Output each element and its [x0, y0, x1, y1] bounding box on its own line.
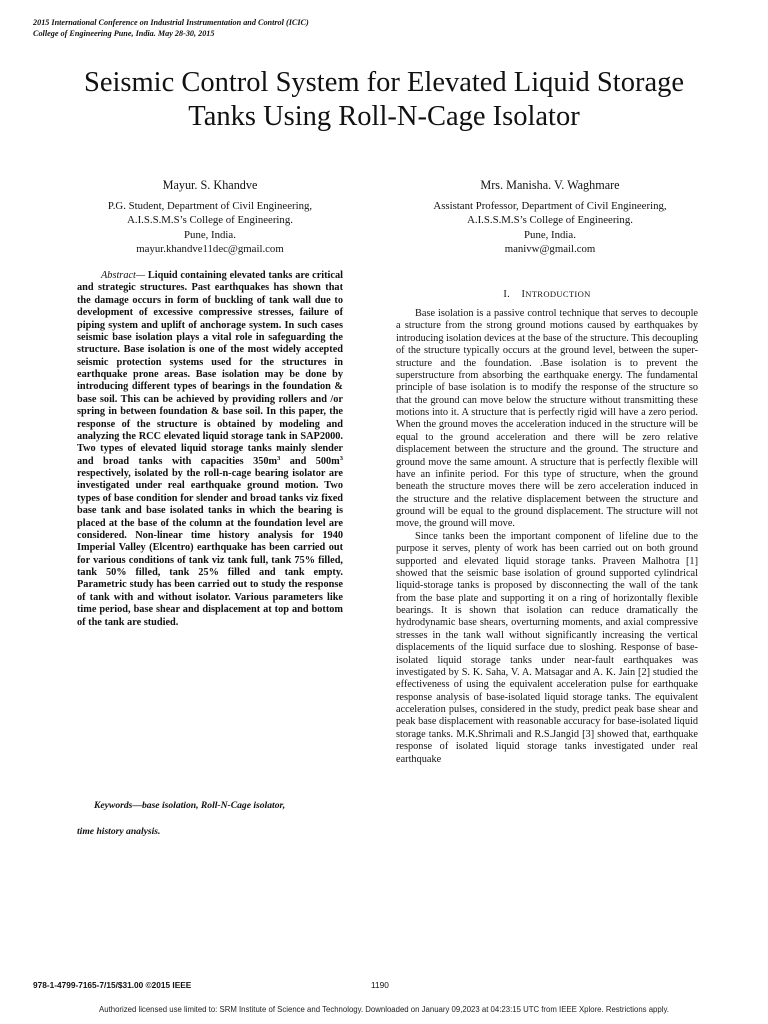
author-email: mayur.khandve11dec@gmail.com	[136, 243, 284, 255]
author-affiliation: A.I.S.S.M.S’s College of Engineering.	[127, 214, 293, 226]
author-name: Mayur. S. Khandve	[162, 178, 258, 192]
author-email: manivw@gmail.com	[504, 243, 596, 255]
authorization-notice: Authorized licensed use limited to: SRM Institute of Science and Technology. Downloaded on January 09,2023 at 04:23:15 UTC from IEEE Xplore. Restrictions apply.	[99, 1005, 669, 1014]
author-affiliation: A.I.S.S.M.S’s College of Engineering.	[467, 214, 633, 226]
superscript: 3	[339, 454, 343, 462]
keywords-line: time history analysis.	[77, 826, 161, 837]
author-location: Pune, India.	[184, 228, 236, 241]
page-number: 1190	[371, 980, 389, 990]
author-name: Mrs. Manisha. V. Waghmare	[480, 178, 620, 192]
conference-name: 2015 International Conference on Industrial Instrumentation and Control (ICIC)	[33, 18, 309, 27]
abstract-lead: Abstract—	[101, 270, 146, 281]
introduction-body	[396, 308, 698, 766]
intro-paragraph: Base isolation is a passive control technique that serves to decouple a structure from the strong ground motions caused by earthquakes by introducing isolation devices at the base of the structure. This decoupling of the structure typically occurs at the ground level, between the super-structure and the foundation. .Base isolation is to prevent the superstructure from absorbing the earthquake energy. The fundamental principle of base isolation is to modify the response of the structure so that the ground can move below the structure without transmitting these motions into it. A structure that is perfectly rigid will have a zero period. When the ground moves the acceleration induced in the structure will be equal to the ground acceleration and there will be zero relative displacement between the structure and the ground. The structure and ground move the same amount. A structure that is perfectly flexible will have an infinite period. For this type of structure, when the ground beneath the structure moves there will be zero acceleration induced in the structure and the relative displacement between the structure and ground will be equal to the ground displacement. The structure will not move, the ground will move.	[396, 308, 698, 530]
author-affiliation: P.G. Student, Department of Civil Engineering,	[107, 199, 313, 212]
footer-isbn: 978-1-4799-7165-7/15/$31.00 ©2015 IEEE	[33, 980, 192, 990]
abstract	[77, 270, 343, 629]
paper-title	[20, 66, 748, 134]
abstract-text: respectively, isolated by the roll-n-cage bearing isolator are investigated under real earthquake ground motion. Two types of base condition for slender and broad tanks viz fixed base tank and base isolated tanks in which the bearing is placed at the base of the column at the foundation level are considered. Non-linear time history analysis for 1940 Imperial Valley (Elcentro) earthquake has been carried out for various conditions of tank viz tank full, tank 75% filled, tank 50% filled, tank 25% filled and tank empty. Parametric study has been carried out to study the response of tank with and without isolator. Various parameters like time period, base shear and displacement at top and bottom of the tank are studied.	[77, 468, 343, 628]
paper-title-line1: Seismic Control System for Elevated Liquid Storage	[84, 67, 684, 98]
author-affiliation: Assistant Professor, Department of Civil Engineering,	[433, 199, 667, 212]
superscript: 3	[277, 454, 281, 462]
paper-title-line2: Tanks Using Roll-N-Cage Isolator	[188, 101, 580, 132]
keywords	[77, 800, 343, 838]
section-numeral: I.	[503, 289, 510, 300]
abstract-text: Liquid containing elevated tanks are critical and strategic structures. Past earthquakes has shown that the damage occurs in form of buckling of tank wall due to development of excessive compressive stresses, failure of piping system and uplift of anchorage system. In such cases seismic base isolation plays a vital role in safeguarding the structure. Base isolation is one of the most widely accepted seismic protection systems used for the structures in earthquake prone areas. Base isolation may be done by introducing different types of bearings in the foundation & base soil. This can be achieved by providing rollers and /or spring in between foundation & base soil. In this paper, the response of the structure is obtained by modeling and analyzing the RCC elevated liquid storage tank in SAP2000. Two types of elevated liquid storage tanks mainly slender and broad tanks with capacities 350m	[77, 270, 343, 467]
author-location: Pune, India.	[524, 228, 576, 241]
author-block-1	[70, 178, 350, 257]
section-heading-initial: I	[521, 289, 526, 300]
abstract-text: and 500m	[280, 455, 340, 467]
keywords-line: Keywords—base isolation, Roll-N-Cage isolator,	[94, 800, 286, 811]
section-heading-introduction	[396, 289, 698, 300]
section-heading-rest: NTRODUCTION	[525, 289, 591, 299]
author-block-2	[405, 178, 695, 257]
intro-paragraph: Since tanks been the important component of lifeline due to the purpose it serves, plenty of work has been carried out on both ground supported and elevated liquid storage tanks. Praveen Malhotra [1] showed that the seismic base isolation of ground supported cylindrical liquid-storage tanks is proposed by disconnecting the wall of the tank from the base plate and supporting it on a ring of horizontally flexible bearings. It is shown that isolation can reduce dramatically the hydrodynamic base shears, overturning moments, and axial compressive stresses in the tank wall without significantly increasing the vertical displacements of the liquid surface due to sloshing. Response of base-isolated liquid storage tanks under near-fault earthquakes was investigated by S. K. Saha, V. A. Matsagar and A. K. Jain [2] studied the effectiveness of using the equivalent acceleration pulse for earthquake response analysis of base-isolated liquid storage tanks. The equivalent acceleration pulses, considered in the study, predict peak base shear and peak base displacement with reasonable accuracy for base-isolated liquid storage tanks. M.K.Shrimali and R.S.Jangid [3] showed that, earthquake response of isolated liquid storage tanks investigated under real earthquake	[396, 530, 698, 765]
conference-venue: College of Engineering Pune, India. May 28-30, 2015	[33, 29, 215, 38]
